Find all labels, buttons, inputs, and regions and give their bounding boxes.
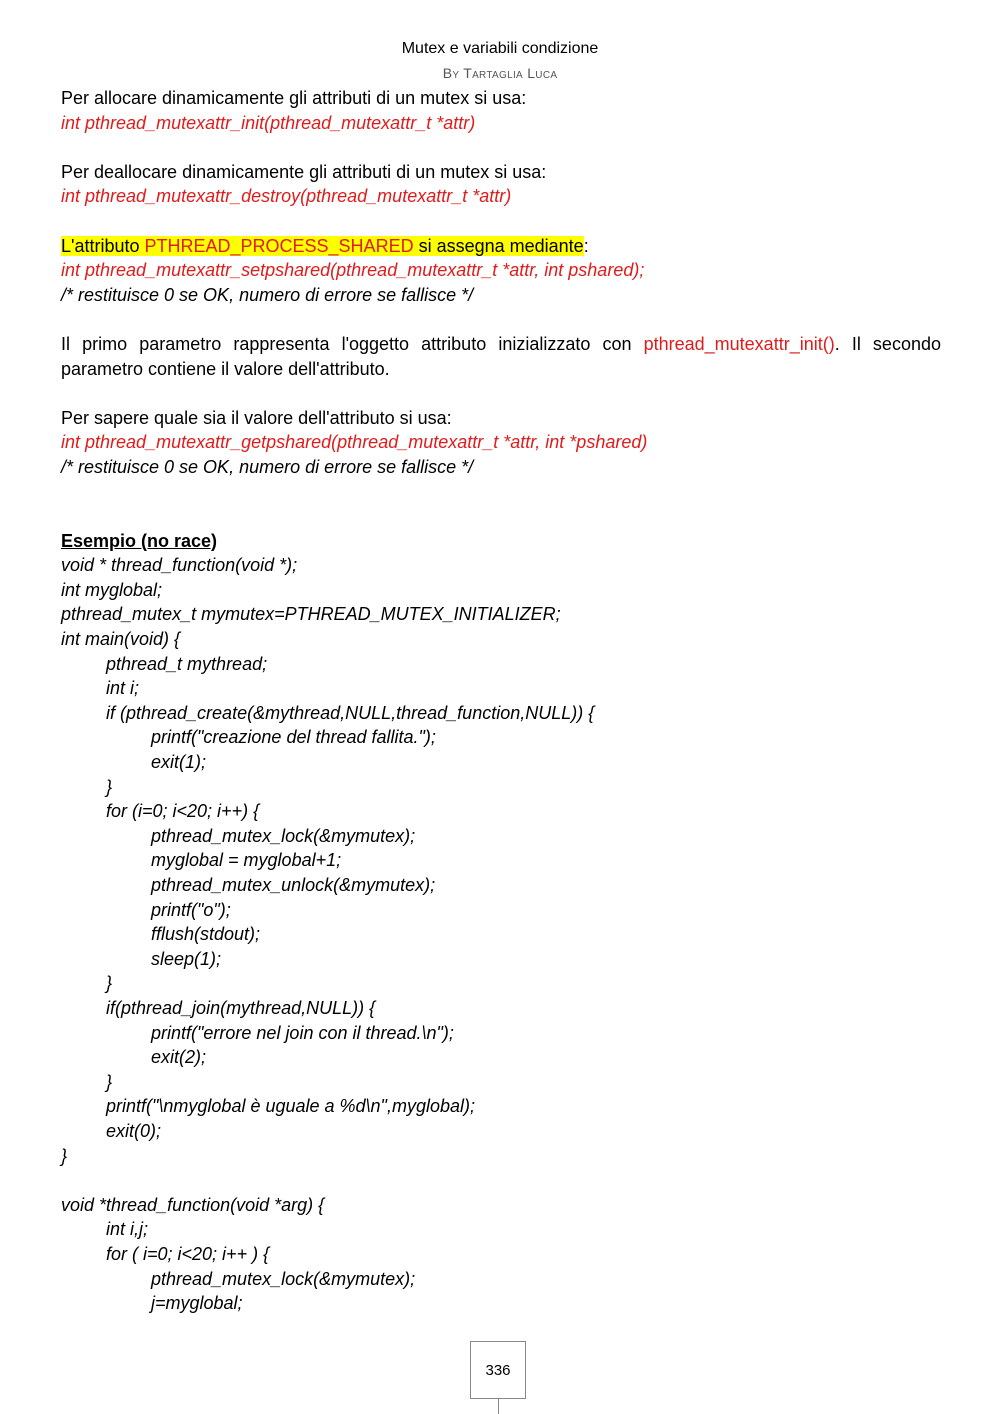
setpshared-code: int pthread_mutexattr_setpshared(pthread_mutexattr_t *attr, int pshared);	[61, 260, 645, 281]
code-line: void * thread_function(void *);	[61, 555, 298, 576]
param-paragraph-line2: parametro contiene il valore dell'attributo.	[61, 358, 390, 379]
example-title: Esempio (no race)	[61, 530, 218, 551]
code-line: printf("\nmyglobal è uguale a %d\n",myglobal);	[106, 1096, 475, 1117]
get-text: Per sapere quale sia il valore dell'attributo si usa:	[61, 407, 452, 428]
param-line1-func: pthread_mutexattr_init()	[643, 333, 835, 354]
code-blank-line	[61, 1168, 941, 1193]
shared-attribute-highlight	[61, 236, 584, 256]
spacer	[61, 135, 941, 160]
dealloc-code: int pthread_mutexattr_destroy(pthread_mutexattr_t *attr)	[61, 186, 512, 207]
code-line: }	[106, 973, 113, 994]
page-header-author: By Tartaglia Luca	[442, 65, 558, 81]
code-line: pthread_t mythread;	[106, 653, 268, 674]
code-line: if (pthread_create(&mythread,NULL,thread_function,NULL)) {	[106, 702, 595, 723]
code-line: int i,j;	[106, 1219, 149, 1240]
code-line: printf("errore nel join con il thread.\n");	[151, 1022, 454, 1043]
code-line: }	[106, 1071, 113, 1092]
example-code-block	[61, 553, 941, 1315]
spacer	[61, 209, 941, 234]
code-line: pthread_mutex_t mymutex=PTHREAD_MUTEX_INITIALIZER;	[61, 604, 561, 625]
code-line: exit(2);	[151, 1047, 207, 1068]
code-line: int main(void) {	[61, 629, 181, 650]
page-number: 336	[470, 1341, 526, 1399]
code-line: fflush(stdout);	[151, 924, 261, 945]
code-line: }	[61, 1145, 68, 1166]
code-line: sleep(1);	[151, 948, 222, 969]
getpshared-code: int pthread_mutexattr_getpshared(pthread_mutexattr_t *attr, int *pshared)	[61, 432, 648, 453]
shared-attribute-line	[61, 234, 941, 259]
code-line: exit(0);	[106, 1120, 162, 1141]
page-number-stem	[498, 1399, 499, 1414]
code-line: printf("creazione del thread fallita.");	[151, 727, 436, 748]
spacer	[61, 480, 941, 505]
code-line: if(pthread_join(mythread,NULL)) {	[106, 997, 376, 1018]
code-line: j=myglobal;	[151, 1293, 243, 1314]
code-line: pthread_mutex_unlock(&mymutex);	[151, 875, 436, 895]
code-line: pthread_mutex_lock(&mymutex);	[151, 825, 416, 846]
code-line: int i;	[106, 678, 140, 699]
param-line1-post: . Il secondo	[834, 333, 941, 354]
code-line: for (i=0; i<20; i++) {	[106, 801, 260, 822]
param-paragraph-line1	[61, 332, 941, 357]
code-line: int myglobal;	[61, 579, 163, 600]
spacer	[61, 504, 941, 529]
shared-colon: :	[583, 235, 589, 256]
code-line: }	[106, 776, 113, 797]
getpshared-comment: /* restituisce 0 se OK, numero di errore se fallisce */	[61, 456, 474, 477]
spacer	[61, 381, 941, 406]
code-line: myglobal = myglobal+1;	[151, 850, 342, 871]
page-header-title: Mutex e variabili condizione	[401, 40, 599, 57]
code-line: void *thread_function(void *arg) {	[61, 1194, 325, 1215]
alloc-code: int pthread_mutexattr_init(pthread_mutexattr_t *attr)	[61, 112, 476, 133]
code-line: for ( i=0; i<20; i++ ) {	[106, 1243, 270, 1264]
shared-post-text: si assegna mediante	[413, 235, 584, 256]
code-line: pthread_mutex_lock(&mymutex);	[151, 1268, 416, 1289]
page-content	[61, 86, 941, 1316]
alloc-text: Per allocare dinamicamente gli attributi di un mutex si usa:	[61, 88, 527, 108]
dealloc-text: Per deallocare dinamicamente gli attributi di un mutex si usa:	[61, 161, 547, 182]
code-line: printf("o");	[151, 899, 231, 920]
shared-pre-text: L'attributo	[61, 235, 145, 256]
spacer	[61, 307, 941, 332]
code-line: exit(1);	[151, 752, 207, 773]
setpshared-comment: /* restituisce 0 se OK, numero di errore se fallisce */	[61, 284, 474, 305]
shared-attribute-name: PTHREAD_PROCESS_SHARED	[144, 235, 414, 256]
param-line1-pre: Il primo parametro rappresenta l'oggetto attributo inizializzato con	[61, 333, 644, 354]
